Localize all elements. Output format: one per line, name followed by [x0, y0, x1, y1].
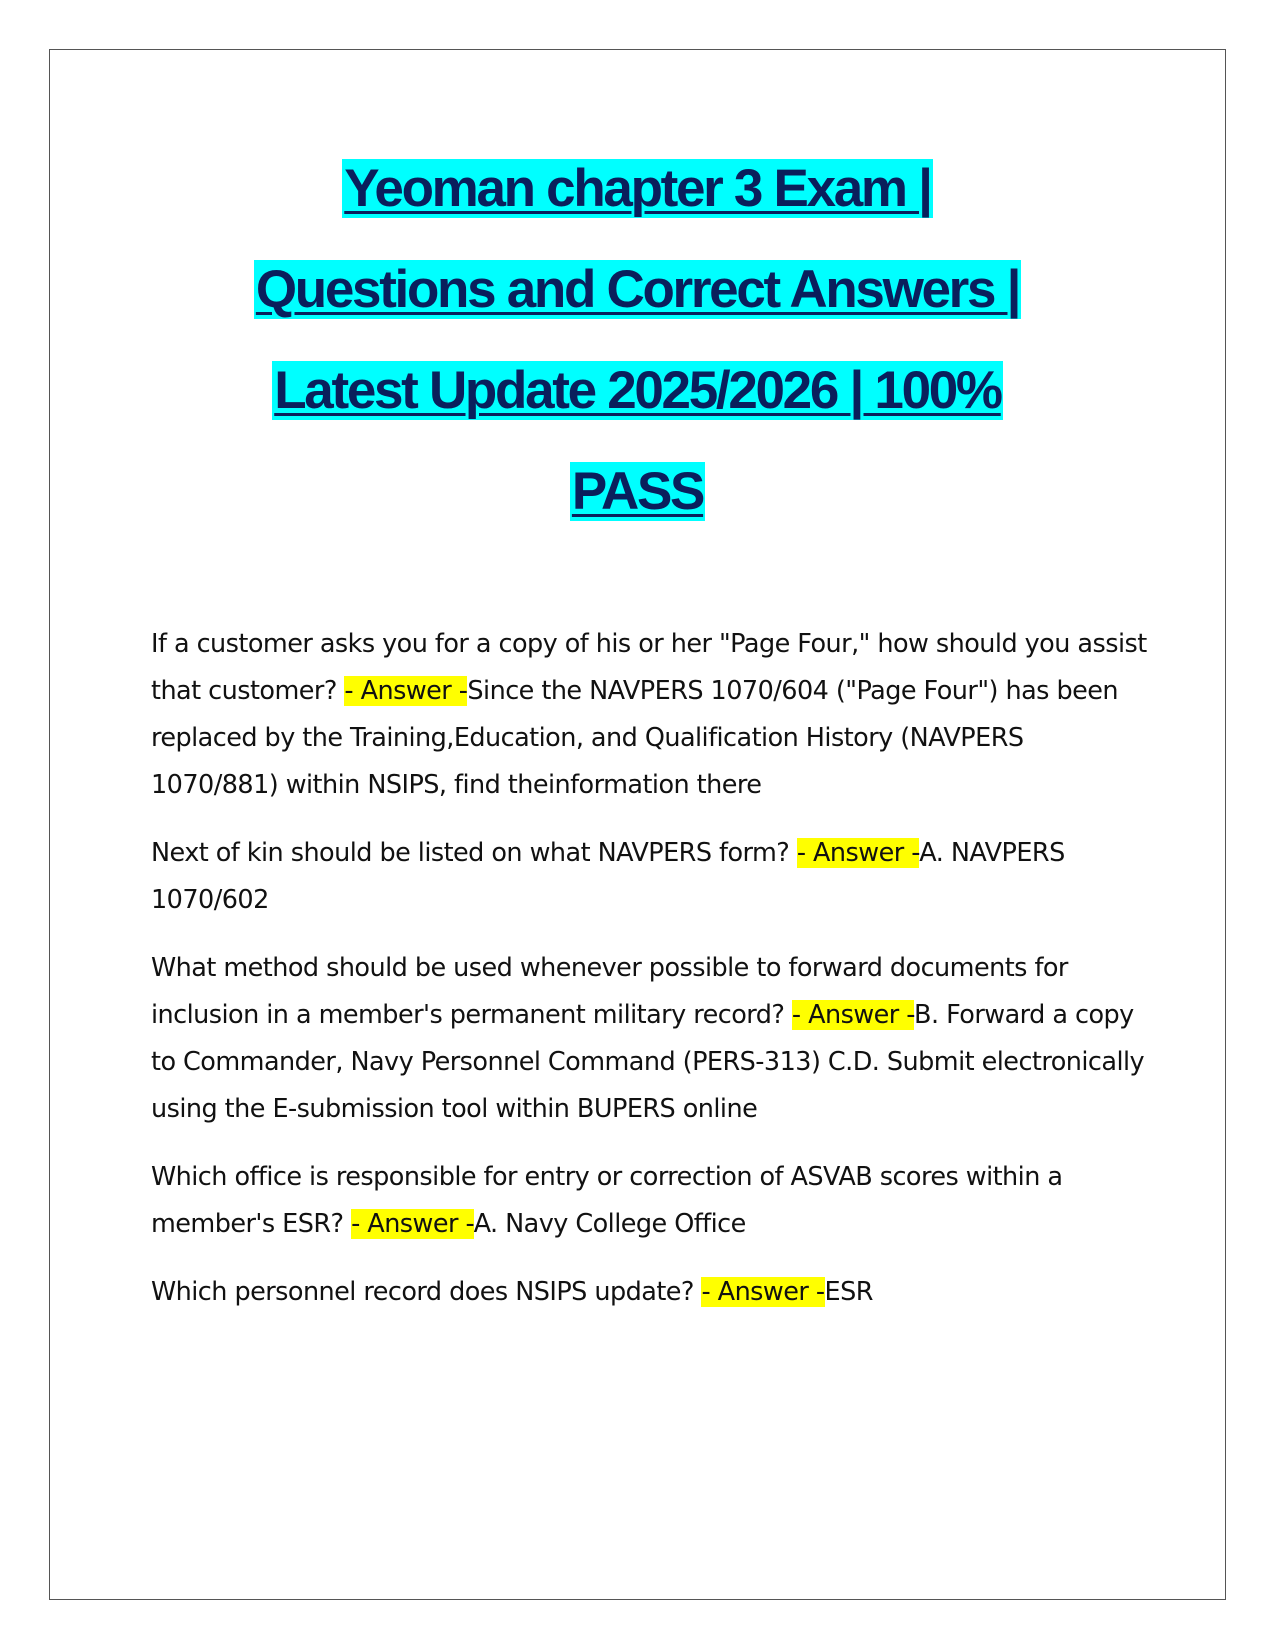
answer-marker: - Answer - — [351, 1209, 474, 1239]
answer-text: Since the NAVPERS 1070/604 ("Page Four") has been replaced by the Training,Education, and Qualification History (NAVPERS 1070/881) within NSIPS, find theinformation there — [151, 676, 1118, 800]
title-text-2: Questions and Correct Answers | — [255, 260, 1020, 319]
answer-text: B. Forward a copy to Commander, Navy Personnel Command (PERS-313) C.D. Submit electronically using the E-submission tool within BUPERS online — [151, 1000, 1145, 1124]
answer-text: ESR — [824, 1277, 873, 1307]
title-line-3 — [100, 340, 1175, 441]
question-text: Which personnel record does NSIPS update? — [151, 1277, 702, 1307]
title-text-4: PASS — [571, 462, 704, 521]
title-text-1: Yeoman chapter 3 Exam | — [344, 159, 931, 218]
question-text: If a customer asks you for a copy of his or her "Page Four," how should you assist that customer? — [151, 629, 1147, 706]
document-title — [100, 138, 1175, 542]
answer-marker: - Answer - — [344, 676, 468, 706]
qa-item-5 — [151, 1269, 1151, 1316]
title-line-2 — [100, 239, 1175, 340]
qa-item-4 — [151, 1154, 1151, 1248]
title-line-4 — [100, 441, 1175, 542]
answer-text: A. NAVPERS 1070/602 — [151, 838, 1065, 915]
qa-list — [151, 621, 1151, 1337]
question-text: Next of kin should be listed on what NAVPERS form? — [151, 838, 797, 868]
answer-marker: - Answer - — [796, 838, 920, 868]
answer-text: A. Navy College Office — [473, 1209, 746, 1239]
qa-item-2 — [151, 830, 1151, 924]
qa-item-1 — [151, 621, 1151, 809]
title-text-3: Latest Update 2025/2026 | 100% — [274, 361, 1001, 420]
question-text: Which office is responsible for entry or correction of ASVAB scores within a member's ESR? — [151, 1162, 1063, 1239]
answer-marker: - Answer - — [701, 1277, 825, 1307]
question-text: What method should be used whenever possible to forward documents for inclusion in a member's permanent military record? — [151, 953, 1068, 1030]
answer-marker: - Answer - — [791, 1000, 915, 1030]
qa-item-3 — [151, 945, 1151, 1133]
title-line-1 — [100, 138, 1175, 239]
